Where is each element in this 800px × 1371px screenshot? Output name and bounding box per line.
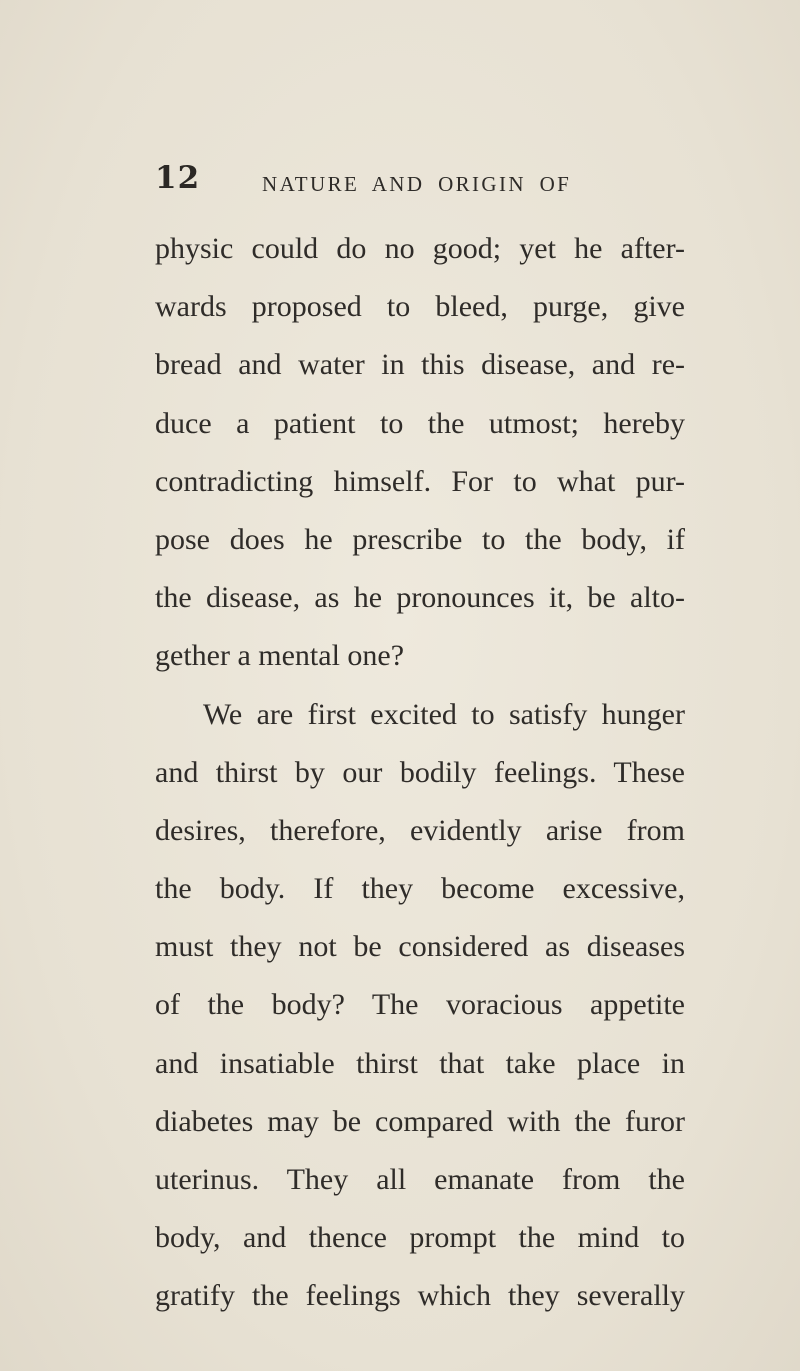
text-line: We are first excited to satisfy hunger bbox=[203, 697, 685, 731]
text-line: wards proposed to bleed, purge, give bbox=[155, 290, 685, 324]
text-line: physic could do no good; yet he after- bbox=[155, 232, 685, 265]
text-line: and thirst by our bodily feelings. These bbox=[155, 755, 685, 789]
running-title: NATURE AND ORIGIN OF bbox=[262, 172, 572, 196]
text-line: the disease, as he pronounces it, be alto- bbox=[155, 581, 685, 615]
text-line: diabetes may be compared with the furor bbox=[155, 1104, 685, 1138]
text-line: and insatiable thirst that take place in bbox=[155, 1046, 685, 1080]
paragraph-1 bbox=[155, 220, 685, 686]
text-line: body, and thence prompt the mind to bbox=[155, 1221, 685, 1255]
text-line: must they not be considered as diseases bbox=[155, 930, 685, 964]
text-line: uterinus. They all emanate from the bbox=[155, 1163, 685, 1196]
running-head bbox=[155, 160, 695, 200]
text-line: gratify the feelings which they severally bbox=[155, 1279, 685, 1313]
text-line: desires, therefore, evidently arise from bbox=[155, 813, 685, 847]
text-line: the body. If they become excessive, bbox=[155, 872, 685, 906]
text-line: bread and water in this disease, and re- bbox=[155, 348, 685, 382]
text-line: of the body? The voracious appetite bbox=[155, 988, 685, 1022]
text-line: contradicting himself. For to what pur- bbox=[155, 464, 685, 498]
page-number: 12 bbox=[155, 160, 201, 196]
paragraph-2 bbox=[155, 686, 685, 1326]
text-line: pose does he prescribe to the body, if bbox=[155, 522, 685, 556]
text-line: duce a patient to the utmost; hereby bbox=[155, 406, 685, 440]
text-line: gether a mental one? bbox=[155, 639, 405, 673]
body-text bbox=[155, 220, 685, 1326]
